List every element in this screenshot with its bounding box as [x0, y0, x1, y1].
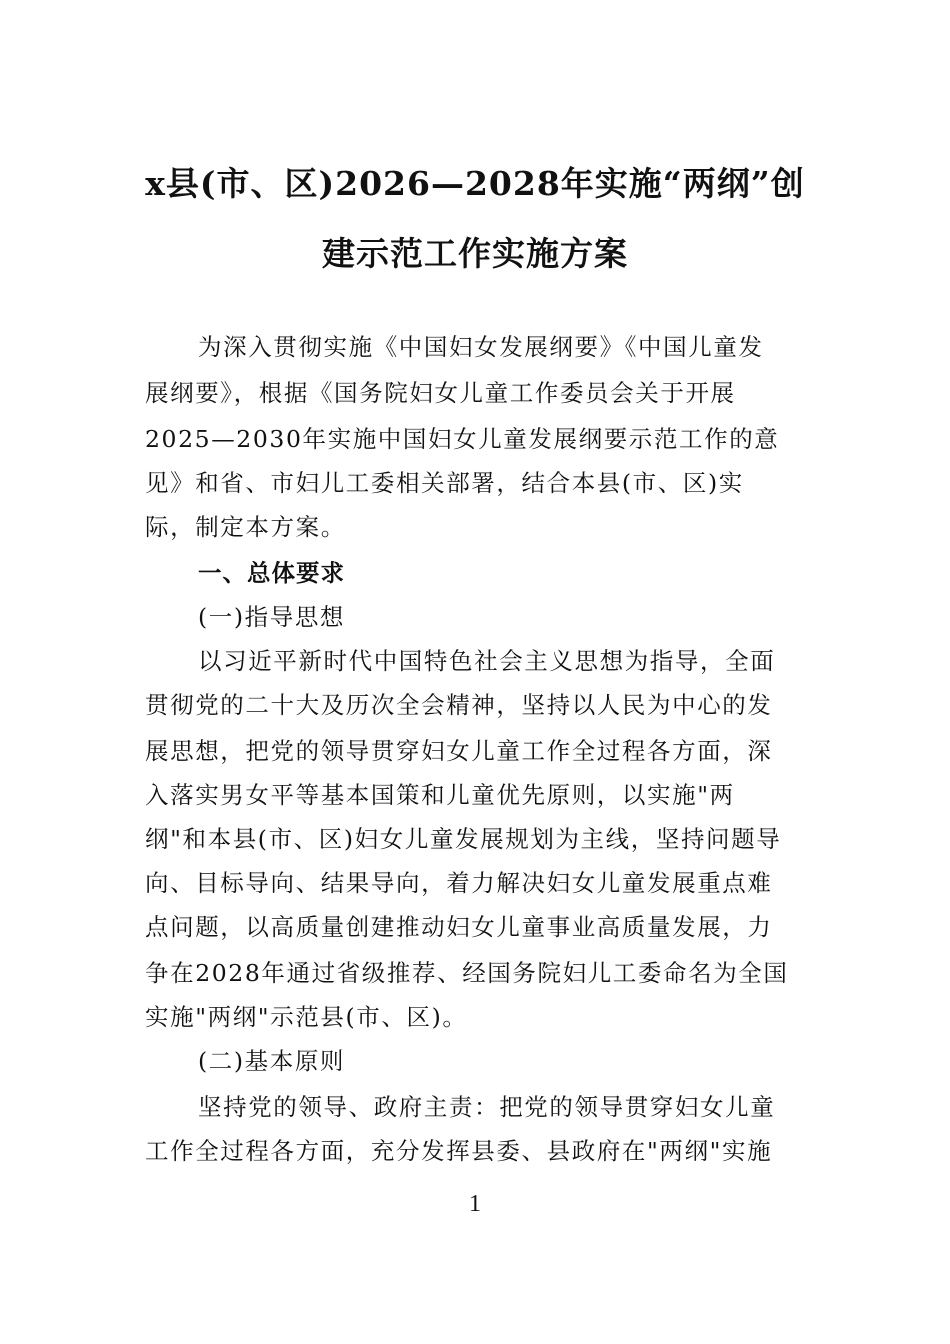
document-title-line-1: x县(市、区)2026—2028年实施“两纲”创 — [145, 164, 805, 203]
paragraph-guiding-line-8: 争在2028年通过省级推荐、经国务院妇儿工委命名为全国 — [145, 959, 789, 987]
subsection-heading-guiding-ideology: (一)指导思想 — [198, 603, 346, 631]
paragraph-intro-line-2: 展纲要》，根据《国务院妇女儿童工作委员会关于开展 — [145, 379, 736, 407]
paragraph-intro-line-5: 际，制定本方案。 — [145, 513, 346, 541]
paragraph-intro-line-1: 为深入贯彻实施《中国妇女发展纲要》《中国儿童发 — [198, 333, 764, 361]
section-heading-general-requirements: 一、总体要求 — [198, 559, 345, 587]
paragraph-intro-line-3: 2025—2030年实施中国妇女儿童发展纲要示范工作的意 — [145, 425, 780, 453]
paragraph-principles-line-1: 坚持党的领导、政府主责：把党的领导贯穿妇女儿童 — [198, 1093, 776, 1121]
paragraph-intro-line-4: 见》和省、市妇儿工委相关部署，结合本县(市、区)实 — [145, 469, 744, 497]
paragraph-principles-line-2: 工作全过程各方面，充分发挥县委、县政府在"两纲"实施 — [145, 1137, 773, 1165]
paragraph-guiding-line-7: 点问题，以高质量创建推动妇女儿童事业高质量发展，力 — [145, 913, 773, 941]
paragraph-guiding-line-3: 展思想，把党的领导贯穿妇女儿童工作全过程各方面，深 — [145, 737, 773, 765]
paragraph-guiding-line-6: 向、目标导向、结果导向，着力解决妇女儿童发展重点难 — [145, 869, 773, 897]
page-number: 1 — [469, 1191, 481, 1217]
subsection-heading-basic-principles: (二)基本原则 — [198, 1047, 346, 1075]
paragraph-guiding-line-2: 贯彻党的二十大及历次全会精神，坚持以人民为中心的发 — [145, 691, 773, 719]
document-title-line-2: 建示范工作实施方案 — [322, 234, 628, 273]
paragraph-guiding-line-9: 实施"两纲"示范县(市、区)。 — [145, 1003, 468, 1031]
paragraph-guiding-line-5: 纲"和本县(市、区)妇女儿童发展规划为主线，坚持问题导 — [145, 825, 782, 853]
paragraph-guiding-line-1: 以习近平新时代中国特色社会主义思想为指导，全面 — [198, 647, 776, 675]
paragraph-guiding-line-4: 入落实男女平等基本国策和儿童优先原则，以实施"两 — [145, 781, 735, 809]
